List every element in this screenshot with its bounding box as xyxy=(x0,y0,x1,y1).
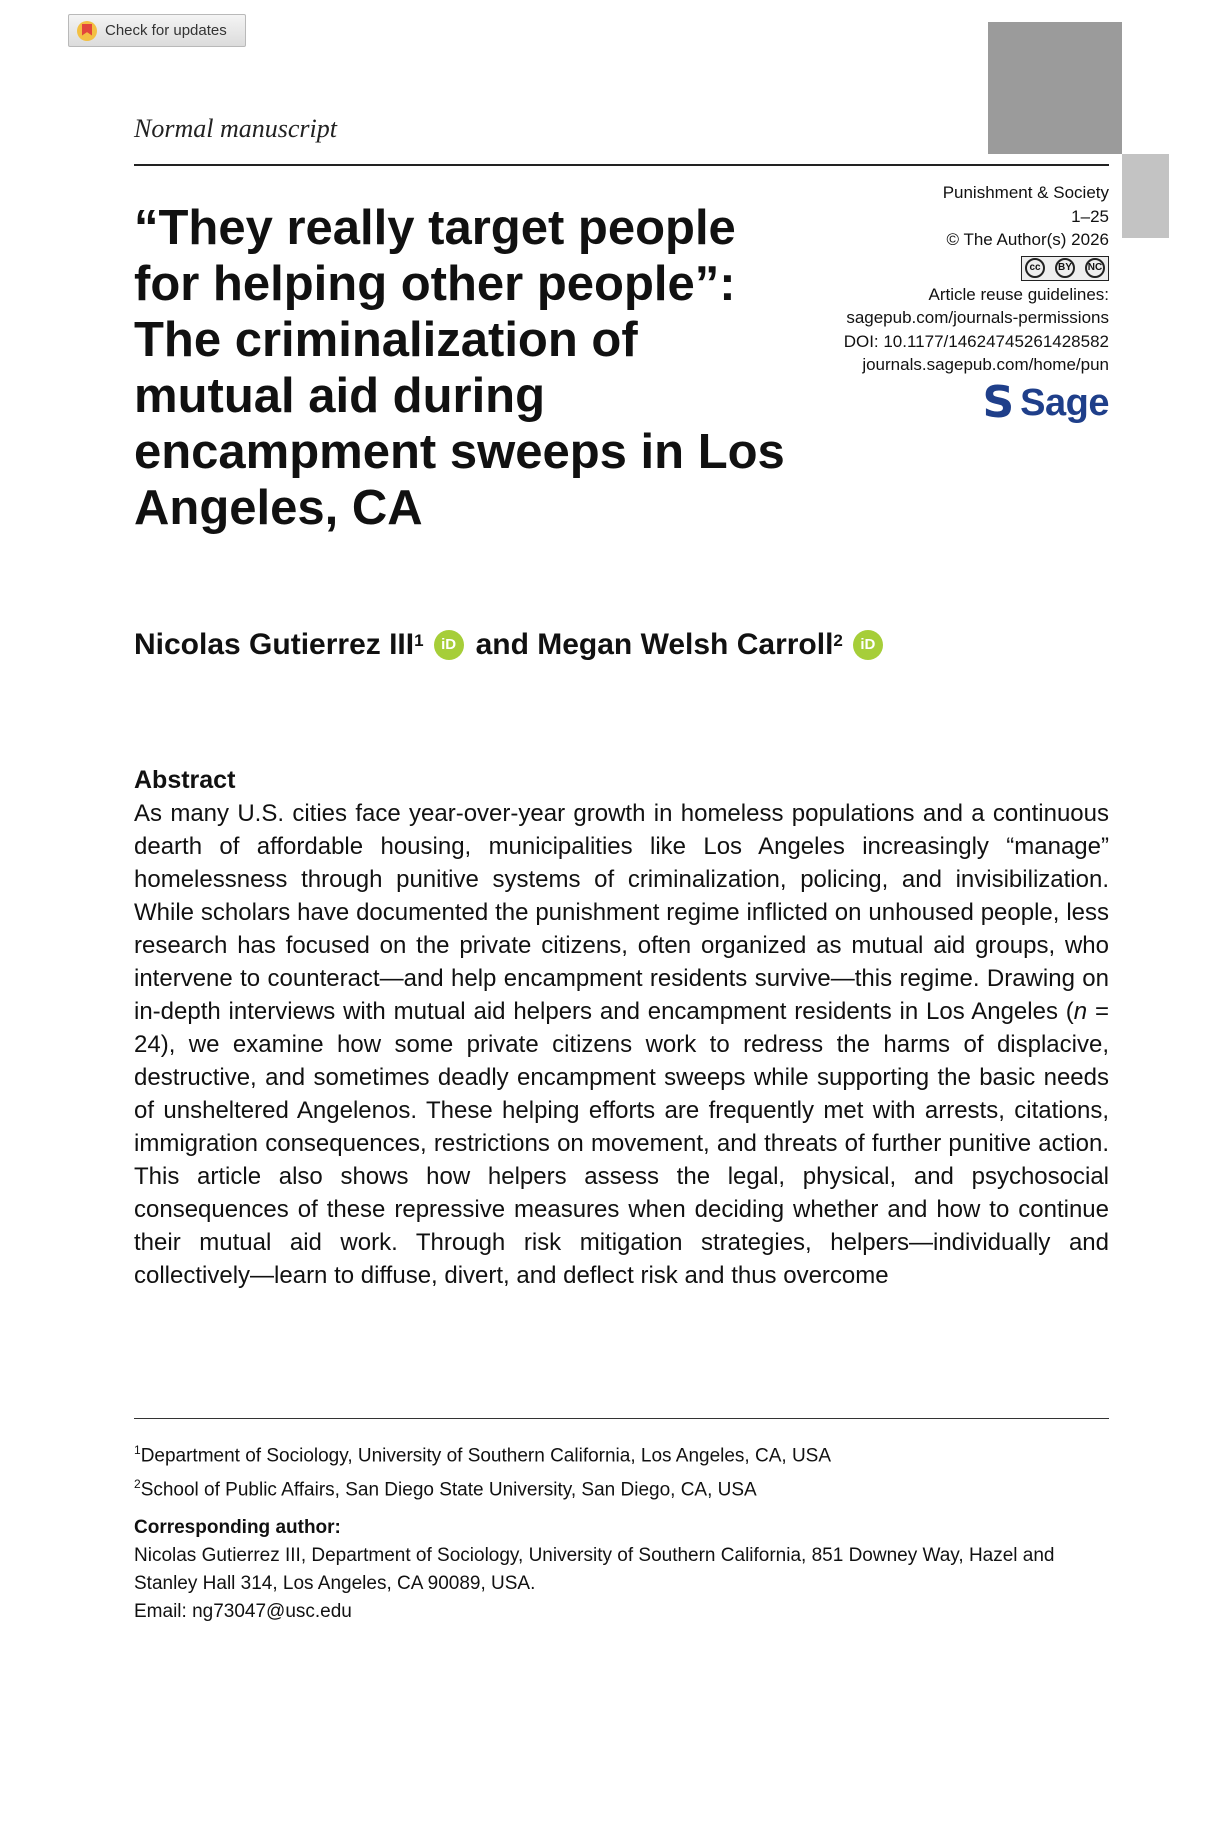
title-line: encampment sweeps in Los xyxy=(134,425,785,479)
decorative-gray-tab xyxy=(1122,154,1169,238)
affiliation-marker: 1 xyxy=(414,631,424,650)
corresponding-email[interactable]: Email: ng73047@usc.edu xyxy=(134,1601,352,1622)
reuse-label: Article reuse guidelines: xyxy=(928,284,1109,304)
abstract-part: As many U.S. cities face year-over-year growth in homeless populations and a continuous dearth of affordable housing, municipalities like Los Angeles increasingly “manage” homelessness through punitive systems of criminalization, policing, and invisibilization. While scholars have documented the punishment regime inflicted on unhoused people, less research has focused on the private citizens, often organized as mutual aid groups, who intervene to counteract—and help encampment residents survive—this regime. Drawing on in-depth interviews with mutual aid helpers and encampment residents in Los Angeles ( xyxy=(134,800,1109,1025)
section-label: Normal manuscript xyxy=(134,114,337,143)
doi[interactable]: DOI: 10.1177/14624745261428582 xyxy=(843,331,1109,351)
nc-icon: NC xyxy=(1085,258,1105,278)
page-range: 1–25 xyxy=(1071,206,1109,226)
corresponding-address: Nicolas Gutierrez III, Department of Sociology, University of Southern California, 851 Downey Way, Hazel and Stanley Hall 314, Los Angeles, CA 90089, USA. xyxy=(134,1545,1055,1594)
check-for-updates-button[interactable] xyxy=(68,14,246,47)
decorative-gray-block xyxy=(988,22,1122,154)
check-for-updates-label: Check for updates xyxy=(105,22,227,39)
orcid-icon[interactable]: iD xyxy=(853,630,883,660)
article-title xyxy=(134,200,834,536)
author-name: and Megan Welsh Carroll xyxy=(475,628,834,661)
title-line: mutual aid during xyxy=(134,369,546,423)
affiliation xyxy=(134,1436,831,1470)
corresponding-heading: Corresponding author: xyxy=(134,1517,341,1538)
title-line: Angeles, CA xyxy=(134,481,423,535)
orcid-icon[interactable]: iD xyxy=(434,630,464,660)
footnote-divider xyxy=(134,1418,1109,1419)
author-name: Nicolas Gutierrez III xyxy=(134,628,415,661)
affiliation-text: School of Public Affairs, San Diego State University, San Diego, CA, USA xyxy=(140,1479,757,1501)
corresponding-author xyxy=(134,1514,1109,1626)
affiliations xyxy=(134,1436,831,1505)
journal-home-link[interactable]: journals.sagepub.com/home/pun xyxy=(862,355,1109,374)
copyright: © The Author(s) 2026 xyxy=(946,230,1109,249)
affiliation-marker: 2 xyxy=(833,631,843,650)
sage-logo xyxy=(982,376,1109,428)
sample-size-symbol: n xyxy=(1073,998,1088,1025)
cc-icon: cc xyxy=(1025,258,1045,278)
title-line: The criminalization of xyxy=(134,313,638,367)
affiliation xyxy=(134,1470,831,1504)
title-line: “They really target people xyxy=(134,201,736,255)
abstract-heading: Abstract xyxy=(134,766,236,794)
affiliation-number: 1 xyxy=(134,1443,141,1457)
bookmark-icon xyxy=(77,21,97,41)
by-icon: BY xyxy=(1055,258,1075,278)
header-divider xyxy=(134,164,1109,166)
affiliation-text: Department of Sociology, University of Southern California, Los Angeles, CA, USA xyxy=(140,1445,832,1467)
cc-license-badge[interactable] xyxy=(1021,256,1109,281)
journal-name: Punishment & Society xyxy=(942,183,1109,202)
affiliation-number: 2 xyxy=(134,1477,141,1492)
sage-s-icon: S xyxy=(982,376,1015,428)
reuse-link[interactable]: sagepub.com/journals-permissions xyxy=(846,308,1109,327)
sage-wordmark: Sage xyxy=(1020,381,1109,424)
author-list xyxy=(134,628,895,662)
abstract-text xyxy=(134,797,1109,1292)
abstract-part: = 24), we examine how some private citizens work to redress the harms of displacive, destructive, and sometimes deadly encampment sweeps while supporting the basic needs of unsheltered Angelenos. These helping efforts are frequently met with arrests, citations, immigration consequences, restrictions on movement, and threats of further punitive action. This article also shows how helpers assess the legal, physical, and psychosocial consequences of these repressive measures when deciding whether and how to continue their mutual aid work. Through risk mitigation strategies, helpers—individually and collectively—learn to diffuse, divert, and deflect risk and thus overcome xyxy=(134,998,1110,1289)
title-line: for helping other people”: xyxy=(134,257,736,311)
